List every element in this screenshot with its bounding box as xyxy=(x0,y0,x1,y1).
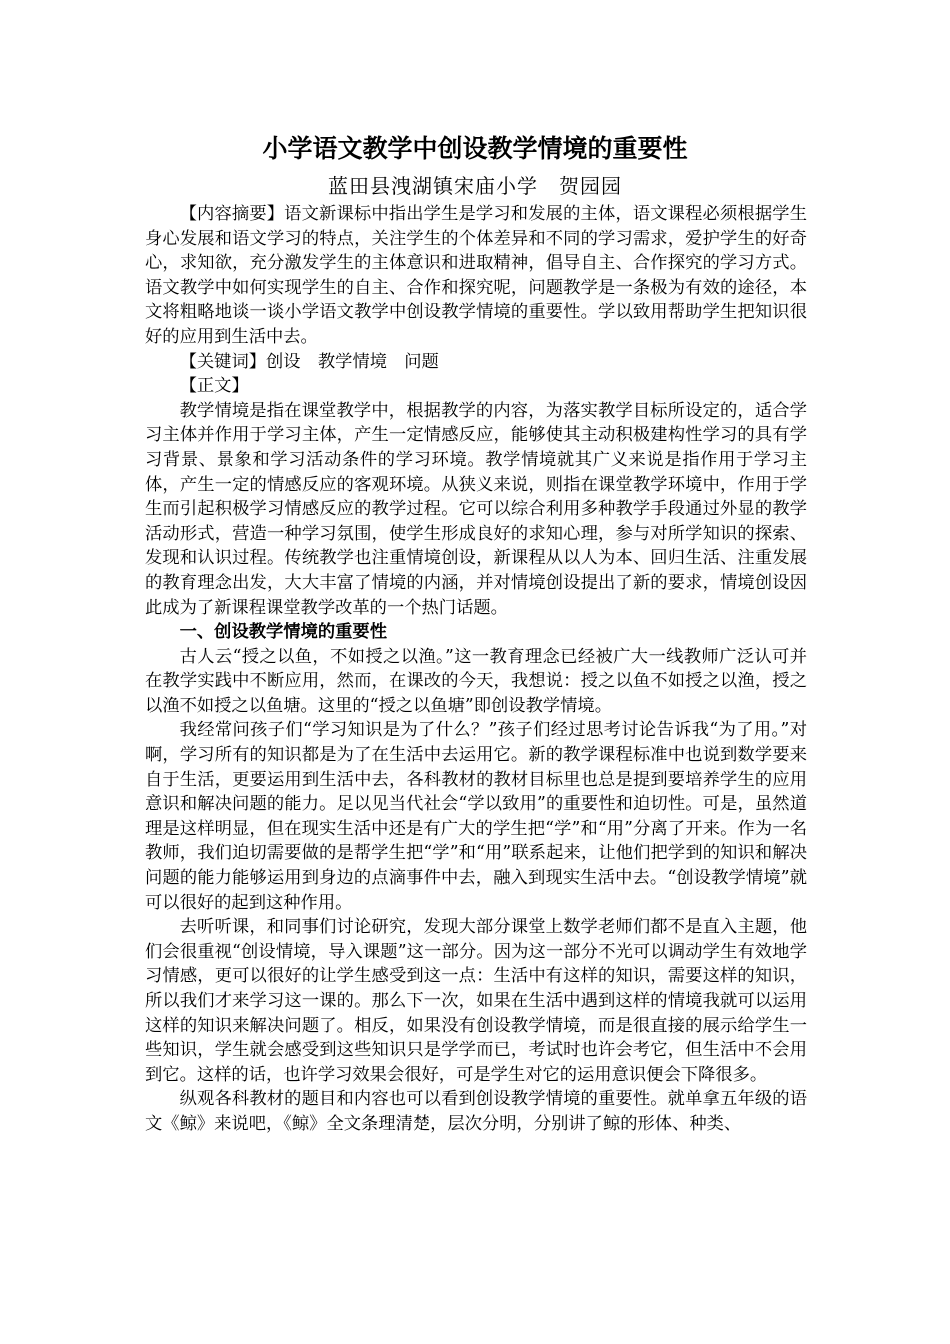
abstract-paragraph: 【内容摘要】语文新课标中指出学生是学习和发展的主体，语文课程必须根据学生身心发展和语文学习的特点，关注学生的个体差异和不同的学习需求，爱护学生的好奇心，求知欲，充分激发学生的主体意识和进取精神，倡导自主、合作探究的学习方式。语文教学中如何实现学生的自主、合作和探究呢，问题教学是一条极为有效的途径，本文将粗略地谈一谈小学语文教学中创设教学情境的重要性。学以致用帮助学生把知识很好的应用到生活中去。 xyxy=(145,204,807,347)
document-body xyxy=(145,202,807,1137)
body-paragraph: 纵观各科教材的题目和内容也可以看到创设教学情境的重要性。就单拿五年级的语文《鲸》来说吧，《鲸》全文条理清楚，层次分明，分别讲了鲸的形体、种类、 xyxy=(145,1089,807,1134)
keywords-paragraph: 【关键词】创设 教学情境 问题 xyxy=(179,351,439,372)
body-paragraph: 去听听课，和同事们讨论研究，发现大部分课堂上数学老师们都不是直入主题，他们会很重视“创设情境，导入课题”这一部分。因为这一部分不光可以调动学生有效地学习情感，更可以很好的让学生感受到这一点：生活中有这样的知识，需要这样的知识，所以我们才来学习这一课的。那么下一次，如果在生活中遇到这样的情境我就可以运用这样的知识来解决问题了。相反，如果没有创设教学情境，而是很直接的展示给学生一些知识，学生就会感受到这些知识只是学学而已，考试时也许会考它，但生活中不会用到它。这样的话，也许学习效果会很好，可是学生对它的运用意识便会下降很多。 xyxy=(145,917,807,1085)
main-text-label: 【正文】 xyxy=(179,376,249,397)
body-paragraph: 我经常问孩子们“学习知识是为了什么？”孩子们经过思考讨论告诉我“为了用。”对啊，学习所有的知识都是为了在生活中去运用它。新的教学课程标准中也说到数学要来自于生活，更要运用到生活中去，各科教材的教材目标里也总是提到要培养学生的应用意识和解决问题的能力。足以见当代社会“学以致用”的重要性和迫切性。可是，虽然道理是这样明显，但在现实生活中还是有广大的学生把“学”和“用”分离了开来。作为一名教师，我们迫切需要做的是帮学生把“学”和“用”联系起来，让他们把学到的知识和解决问题的能力能够运用到身边的点滴事件中去，融入到现实生活中去。“创设教学情境”就可以很好的起到这种作用。 xyxy=(145,720,807,913)
body-paragraph: 教学情境是指在课堂教学中，根据教学的内容，为落实教学目标所设定的，适合学习主体并作用于学习主体，产生一定情感反应，能够使其主动积极建构性学习的具有学习背景、景象和学习活动条件的学习环境。教学情境就其广义来说是指作用于学习主体，产生一定的情感反应的客观环境。从狭义来说，则指在课堂教学环境中，作用于学生而引起积极学习情感反应的教学过程。它可以综合利用多种教学手段通过外显的教学活动形式，营造一种学习氛围，使学生形成良好的求知心理，参与对所学知识的探索、发现和认识过程。传统教学也注重情境创设，新课程从以人为本、回归生活、注重发展的教育理念出发，大大丰富了情境的内涵，并对情境创设提出了新的要求，情境创设因此成为了新课程课堂教学改革的一个热门话题。 xyxy=(145,400,807,618)
document-title: 小学语文教学中创设教学情境的重要性 xyxy=(262,134,688,163)
section-heading: 一、创设教学情境的重要性 xyxy=(179,622,387,643)
document-author: 蓝田县洩湖镇宋庙小学 贺园园 xyxy=(328,174,622,198)
body-paragraph: 古人云“授之以鱼，不如授之以渔。”这一教育理念已经被广大一线教师广泛认可并在教学实践中不断应用，然而，在课改的今天，我想说：授之以鱼不如授之以渔，授之以渔不如授之以鱼塘。这里的“授之以鱼塘”即创设教学情境。 xyxy=(145,646,807,716)
